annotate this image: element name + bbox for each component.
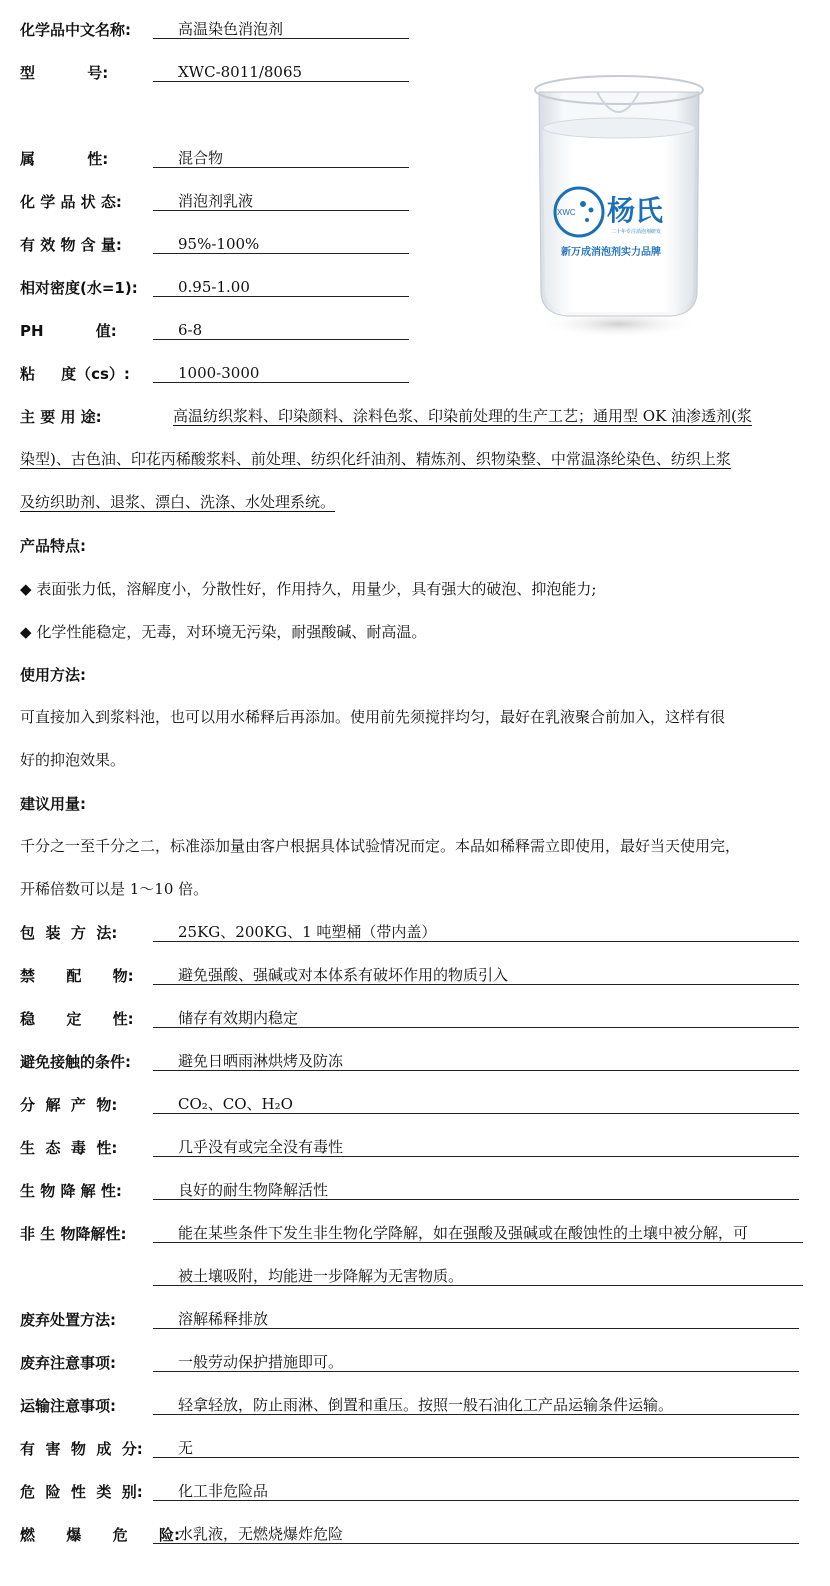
field-label: 包 装 方 法: [20,924,118,942]
field-value: 良好的耐生物降解活性 [153,1180,799,1200]
field-value: CO₂、CO、H₂O [153,1094,799,1114]
field-label: 避免接触的条件: [20,1053,131,1071]
field-label: 型 号: [20,64,109,82]
feature-item: ◆ 化学性能稳定，无毒，对环境无污染，耐强酸碱、耐高温。 [20,623,427,641]
field-value: 溶解稀释排放 [153,1309,799,1329]
field-label: 危 险 性 类 别: [20,1483,143,1501]
method-line-2: 好的抑泡效果。 [20,751,126,769]
field-label: 废弃注意事项: [20,1354,116,1372]
field-value: XWC-8011/8065 [153,62,409,82]
field-value: 1000-3000 [153,363,409,383]
dosage-line-2: 开稀倍数可以是 1～10 倍。 [20,880,209,898]
field-label: 化学品中文名称: [20,21,131,39]
field-label: 禁 配 物: [20,967,134,985]
field-label: PH 值: [20,322,117,340]
field-value: 高温染色消泡剂 [153,19,409,39]
usage-label: 主 要 用 途: [20,408,102,426]
product-beaker-image [527,62,709,340]
field-value: 95%-100% [153,234,409,254]
usage-line-3: 及纺织助剂、退浆、漂白、洗涤、水处理系统。 [20,493,336,511]
method-line-1: 可直接加入到浆料池，也可以用水稀释后再添加。使用前先须搅拌均匀，最好在乳液聚合前加入，这样有很 [20,708,726,726]
method-title: 使用方法: [20,666,86,684]
usage-line-2: 染型)、古色油、印花丙稀酸浆料、前处理、纺织化纤油剂、精炼剂、织物染整、中常温涤纶染色、纺织上浆 [20,450,731,468]
abiotic-line-2: 被土壤吸附，均能进一步降解为无害物质。 [153,1266,803,1286]
beaker-tagline: 二十年专注消泡剂研发 [611,229,662,235]
field-label: 有 效 物 含 量: [20,236,122,254]
field-label: 生 物 降 解 性: [20,1182,122,1200]
usage-line-1: 高温纺织浆料、印染颜料、涂料色浆、印染前处理的生产工艺；通用型 OK 油渗透剂(浆 [173,407,752,425]
field-value: 化工非危险品 [153,1481,799,1501]
field-label: 运输注意事项: [20,1397,116,1415]
field-value: 一般劳动保护措施即可。 [153,1352,799,1372]
field-value: 避免日晒雨淋烘烤及防冻 [153,1051,799,1071]
field-value: 避免强酸、强碱或对本体系有破坏作用的物质引入 [153,965,799,985]
field-label: 生 态 毒 性: [20,1139,118,1157]
field-value: 轻拿轻放，防止雨淋、倒置和重压。按照一般石油化工产品运输条件运输。 [153,1395,799,1415]
feature-item: ◆ 表面张力低，溶解度小，分散性好，作用持久，用量少，具有强大的破泡、抑泡能力; [20,580,597,598]
field-label: 废弃处置方法: [20,1311,116,1329]
field-label: 有 害 物 成 分: [20,1440,143,1458]
field-label: 粘 度（cs）: [20,365,130,383]
field-label: 分 解 产 物: [20,1096,118,1114]
features-title: 产品特点: [20,537,86,555]
beaker-brand: 杨氏 [607,194,664,227]
field-label: 稳 定 性: [20,1010,134,1028]
field-value: 水乳液，无燃烧爆炸危险 [153,1524,799,1544]
dosage-title: 建议用量: [20,795,86,813]
field-value: 25KG、200KG、1 吨塑桶（带内盖） [153,922,799,942]
field-value: 6-8 [153,320,409,340]
field-label: 化 学 品 状 态: [20,193,122,211]
field-value: 无 [153,1438,799,1458]
field-label: 属 性: [20,150,109,168]
beaker-slogan: 新万成消泡剂实力品牌 [561,247,661,258]
field-value: 混合物 [153,148,409,168]
field-value: 几乎没有或完全没有毒性 [153,1137,799,1157]
field-value: 消泡剂乳液 [153,191,409,211]
field-value: 0.95-1.00 [153,277,409,297]
abiotic-line-1: 能在某些条件下发生非生物化学降解，如在强酸及强碱或在酸蚀性的土壤中被分解，可 [153,1223,803,1243]
field-label: 燃 爆 危 险: [20,1526,180,1544]
field-label: 相对密度(水=1): [20,279,138,297]
field-value: 储存有效期内稳定 [153,1008,799,1028]
dosage-line-1: 千分之一至千分之二，标准添加量由客户根据具体试验情况而定。本品如稀释需立即使用，最好当天使用完， [20,837,741,855]
abiotic-label: 非 生 物降解性: [20,1225,127,1243]
beaker-logo-mark: XWC [557,208,576,217]
